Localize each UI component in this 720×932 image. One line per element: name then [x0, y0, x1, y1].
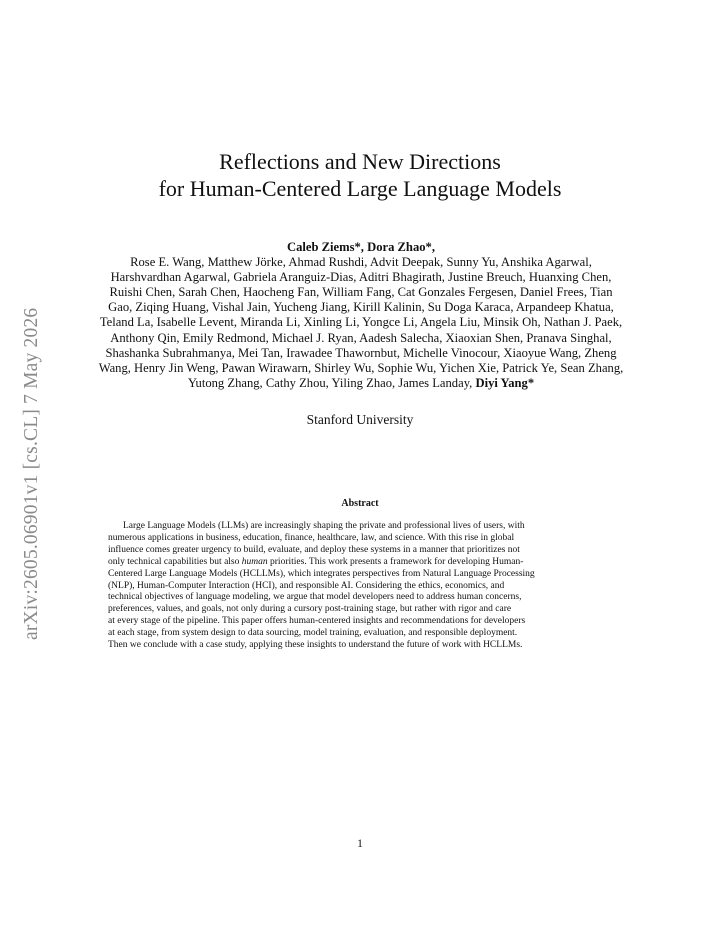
abstract-line	[108, 604, 612, 616]
abstract-line	[108, 592, 612, 604]
author-list	[88, 240, 634, 391]
author-line: Teland La, Isabelle Levent, Miranda Li, Xinling Li, Yongce Li, Angela Liu, Minsik Oh, Nathan J. Paek,	[99, 315, 623, 330]
abstract-line	[108, 557, 612, 569]
abstract-line	[108, 628, 612, 640]
paper-title	[80, 148, 640, 202]
abstract-line-text: Centered Large Language Models (HCLLMs), which integrates perspectives from Natural Language Processing	[108, 568, 535, 579]
author-line: Wang, Henry Jin Weng, Pawan Wirawarn, Shirley Wu, Sophie Wu, Yichen Xie, Patrick Ye, Sean Zhang,	[98, 360, 624, 375]
abstract-line	[108, 640, 612, 652]
abstract-line-text: at each stage, from system design to data sourcing, model training, evaluation, and responsible deployment.	[108, 628, 518, 639]
abstract-heading: Abstract	[341, 498, 379, 509]
abstract-line	[108, 569, 612, 581]
author-line: Rose E. Wang, Matthew Jörke, Ahmad Rushdi, Advit Deepak, Sunny Yu, Anshika Agarwal,	[130, 255, 592, 270]
abstract-line-text: influence comes greater urgency to build, evaluate, and deploy these systems in a manner that prioritizes not	[108, 544, 520, 555]
arxiv-identifier-stamp: arXiv:2605.06901v1 [cs.CL] 7 May 2026	[21, 307, 42, 640]
author-line: Gao, Ziqing Huang, Vishal Jain, Yucheng Jiang, Kirill Kalinin, Su Doga Karaca, Arpandeep Khatua,	[108, 300, 614, 315]
abstract-line	[108, 581, 612, 593]
affiliation: Stanford University	[306, 412, 414, 427]
author-line: Shashanka Subrahmanya, Mei Tan, Irawadee Thawornbut, Michelle Vinocour, Xiaoyue Wang, Zheng	[105, 345, 617, 360]
author-line: Harshvardhan Agarwal, Gabriela Aranguiz-Dias, Aditri Bhagirath, Justine Breuch, Huanxing Chen,	[110, 270, 612, 285]
title-line-2: for Human-Centered Large Language Models	[158, 176, 562, 201]
author-line: Ruishi Chen, Sarah Chen, Haocheng Fan, William Fang, Cat Gonzales Fergesen, Daniel Frees, Tian	[109, 285, 613, 300]
author-line-last-prefix: Yutong Zhang, Cathy Zhou, Yiling Zhao, James Landay,	[187, 375, 476, 390]
abstract-line-text: preferences, values, and goals, not only during a cursory post-training stage, but rather with rigor and care	[108, 604, 512, 615]
page-number: 1	[357, 838, 363, 850]
abstract-line	[108, 545, 612, 557]
abstract-line	[108, 521, 612, 533]
author-line: Anthony Qin, Emily Redmond, Michael J. Ryan, Aadesh Salecha, Xiaoxian Shen, Pranava Singhal,	[110, 330, 612, 345]
senior-author: Diyi Yang*	[475, 375, 535, 390]
abstract-emphasis: human	[241, 556, 268, 567]
abstract-line	[108, 616, 612, 628]
title-line-1: Reflections and New Directions	[219, 149, 501, 174]
abstract-line-text: (NLP), Human-Computer Interaction (HCI), and responsible AI. Considering the ethics, economics, and	[108, 580, 505, 591]
abstract-line	[108, 533, 612, 545]
abstract-line-text: numerous applications in business, education, finance, healthcare, law, and science. With this rise in global	[108, 532, 515, 543]
author-line-lead	[88, 240, 634, 255]
abstract-line-text: at every stage of the pipeline. This paper offers human-centered insights and recommendations for developers	[108, 616, 526, 627]
abstract-body	[108, 521, 612, 652]
abstract-line-text: technical objectives of language modeling, we argue that model developers need to address human concerns,	[108, 592, 522, 603]
abstract-line-4-rest: priorities. This work presents a framework for developing Human-	[267, 556, 524, 567]
abstract-line-text: Then we conclude with a case study, applying these insights to understand the future of work with HCLLMs.	[108, 640, 523, 651]
abstract-line-text: Large Language Models (LLMs) are increasingly shaping the private and professional lives of users, with	[123, 521, 525, 531]
abstract-line-4-start: only technical capabilities but also	[108, 556, 242, 567]
lead-authors: Caleb Ziems*, Dora Zhao*,	[287, 240, 435, 254]
abstract-line-text	[108, 557, 523, 569]
author-line-last	[88, 376, 634, 391]
